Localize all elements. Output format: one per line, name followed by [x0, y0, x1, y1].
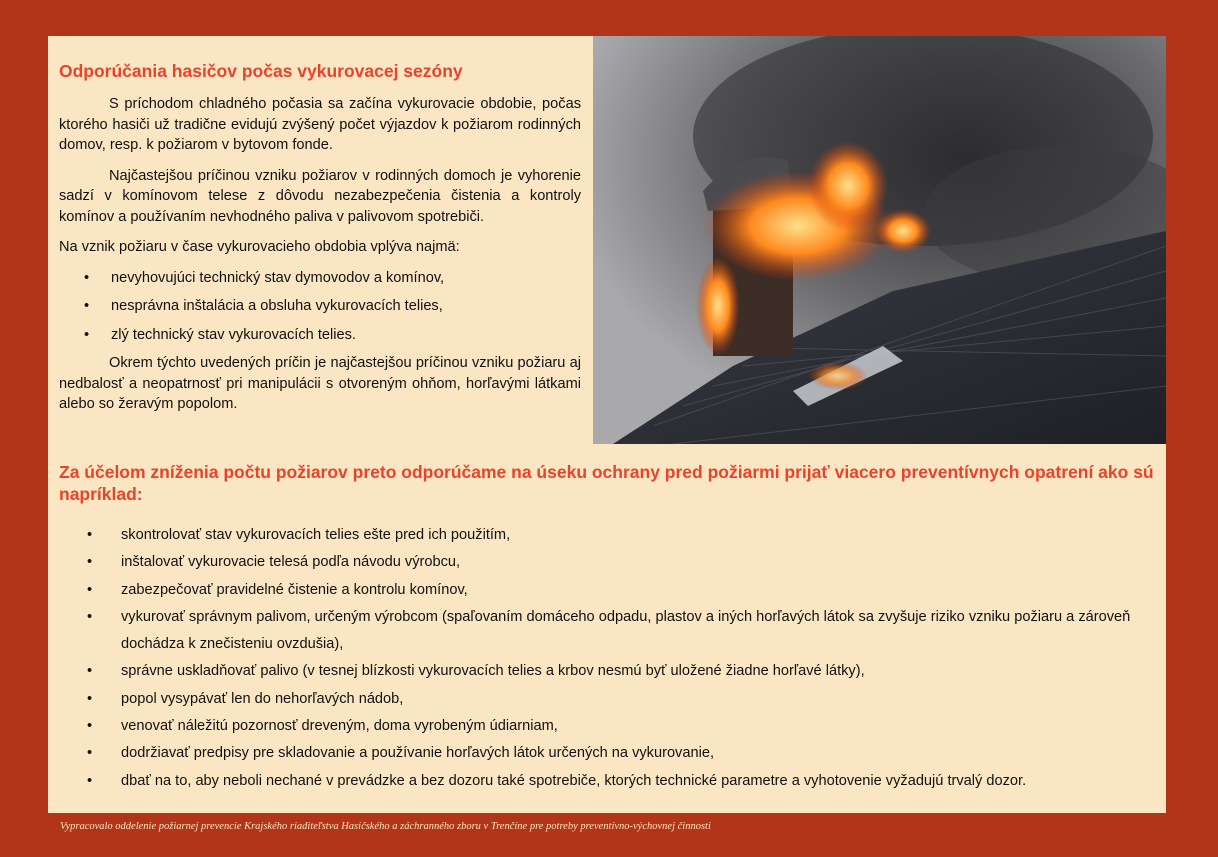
bullet-icon: • [87, 663, 93, 680]
list-item-text: nevyhovujúci technický stav dymovodov a komínov, [111, 269, 445, 286]
intro-paragraph-1: S príchodom chladného počasia sa začína vykurovacie obdobie, počas ktorého hasiči už tradične evidujú zvýšený počet výjazdov k požiarom rodinných domov, resp. k požiarom v bytovom fonde. [59, 96, 581, 153]
intro-text [59, 94, 581, 425]
list-item [59, 296, 581, 317]
list-item [59, 268, 581, 289]
list-item-text: vykurovať správnym palivom, určeným výrobcom (spaľovaním domáceho odpadu, plastov a iných horľavých látok sa zvyšuje riziko vzniku požiaru a zároveň dochádza k znečisteniu ovzdušia), [121, 608, 1131, 653]
bullet-icon: • [87, 527, 93, 543]
list-item [59, 658, 1159, 685]
bullet-icon: • [87, 718, 93, 735]
list-item [59, 549, 1159, 576]
intro-paragraph-3: Na vznik požiaru v čase vykurovacieho obdobia vplýva najmä: [59, 239, 460, 255]
list-item [59, 604, 1159, 659]
burning-chimney-photo [593, 36, 1166, 444]
content-panel [48, 36, 1166, 813]
recommendations-list [59, 522, 1159, 795]
footer-credit: Vypracovalo oddelenie požiarnej prevencie Krajského riaditeľstva Hasičského a záchranného zboru v Trenčíne pre potreby preventívno-výchovnej činnosti [60, 821, 711, 832]
list-item-text: zabezpečovať pravidelné čistenie a kontrolu komínov, [121, 581, 468, 598]
list-item-text: skontrolovať stav vykurovacích telies ešte pred ich použitím, [121, 527, 511, 543]
bullet-icon: • [87, 581, 93, 598]
bullet-icon: • [87, 554, 93, 571]
list-item-text: dodržiavať predpisy pre skladovanie a používanie horľavých látok určených na vykurovanie, [121, 745, 714, 762]
list-item [59, 740, 1159, 767]
list-item-text: správne uskladňovať palivo (v tesnej blízkosti vykurovacích telies a krbov nesmú byť uložené žiadne horľavé látky), [121, 663, 865, 680]
bullet-icon: • [87, 745, 93, 762]
intro-paragraph-4: Okrem týchto uvedených príčin je najčastejšou príčinou vzniku požiaru aj nedbalosť a neopatrnosť pri manipulácii s otvoreným ohňom, horľavými látkami alebo so žeravým popolom. [59, 355, 581, 412]
list-item-text: popol vysypávať len do nehorľavých nádob, [121, 690, 404, 707]
recommendations-heading: Za účelom zníženia počtu požiarov preto odporúčame na úseku ochrany pred požiarmi prijať viacero preventívnych opatrení ako sú napríklad: [59, 462, 1154, 504]
bullet-icon: • [87, 690, 93, 707]
bullet-icon: • [84, 298, 90, 314]
bullet-icon: • [84, 326, 90, 343]
cause-list [59, 268, 581, 346]
page-title: Odporúčania hasičov počas vykurovacej sezóny [59, 61, 463, 81]
intro-paragraph-2: Najčastejšou príčinou vzniku požiarov v rodinných domoch je vyhorenie sadzí v komínovom telese z dôvodu nezabezpečenia čistenia a kontroly komínov a používaním nevhodného paliva v palivovom spotrebiči. [59, 167, 581, 225]
bullet-icon: • [84, 269, 90, 286]
bullet-icon: • [87, 608, 93, 625]
list-item-text: inštalovať vykurovacie telesá podľa návodu výrobcu, [121, 554, 461, 571]
list-item [59, 325, 581, 346]
list-item-text: zlý technický stav vykurovacích telies. [111, 326, 356, 343]
list-item [59, 686, 1159, 713]
list-item [59, 768, 1159, 795]
list-item-text: nesprávna inštalácia a obsluha vykurovacích telies, [111, 298, 443, 314]
list-item [59, 577, 1159, 604]
bullet-icon: • [87, 772, 93, 789]
burning-chimney-icon [593, 36, 1166, 444]
list-item-text: dbať na to, aby neboli nechané v prevádzke a bez dozoru také spotrebiče, ktorých technické parametre a vyhotovenie vyžadujú trvalý dozor. [121, 772, 1027, 789]
list-item-text: venovať náležitú pozornosť dreveným, doma vyrobeným údiarniam, [121, 718, 558, 735]
list-item [59, 713, 1159, 740]
list-item [59, 522, 1159, 549]
